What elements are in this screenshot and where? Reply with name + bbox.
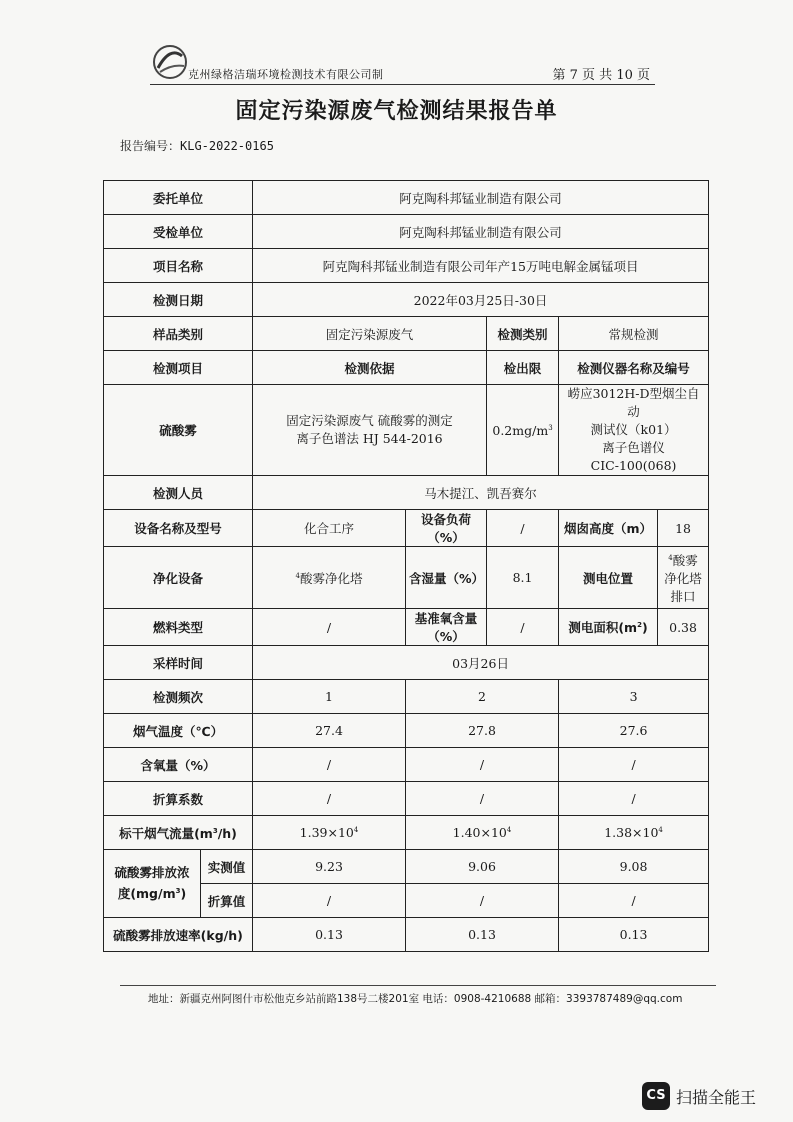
cs-logo-icon: CS	[642, 1082, 670, 1110]
freq-3: 3	[559, 680, 709, 714]
table-row	[104, 476, 709, 510]
flow-text: 1.38×10	[604, 825, 659, 840]
instrument-value	[559, 385, 709, 476]
limit-text: 0.2mg/m	[492, 422, 549, 438]
limit-header: 检出限	[487, 351, 559, 385]
stack-height-label: 烟囱高度（m）	[559, 510, 658, 547]
freq-label: 检测频次	[104, 680, 253, 714]
instrument-line: 崂应3012H-D型烟尘自动	[567, 386, 700, 419]
basis-line: 离子色谱法 HJ 544-2016	[296, 431, 443, 446]
area-label	[559, 609, 658, 646]
instrument-line: CIC-100(068)	[590, 458, 677, 473]
flow-1	[253, 816, 406, 850]
page-title: 固定污染源废气检测结果报告单	[235, 99, 558, 124]
area-value: 0.38	[658, 609, 709, 646]
rate-3: 0.13	[559, 918, 709, 952]
table-row	[104, 317, 709, 351]
table-row	[104, 547, 709, 609]
flow-label-sup: 3	[212, 826, 218, 835]
purify-text: 酸雾净化塔	[299, 570, 363, 586]
equipment-label: 设备名称及型号	[104, 510, 253, 547]
item-value: 硫酸雾	[104, 385, 253, 476]
table-row	[104, 351, 709, 385]
rate-2: 0.13	[406, 918, 559, 952]
table-row	[104, 609, 709, 646]
point-value	[658, 547, 709, 609]
company-name: 克州绿格洁瑞环境检测技术有限公司制	[188, 68, 384, 81]
inspected-value: 阿克陶科邦锰业制造有限公司	[253, 215, 709, 249]
flow-2	[406, 816, 559, 850]
table-row	[104, 680, 709, 714]
report-header	[150, 42, 660, 82]
date-label: 检测日期	[104, 283, 253, 317]
coef-label: 折算系数	[104, 782, 253, 816]
report-number: 报告编号：KLG-2022-0165	[120, 139, 274, 153]
measured-label: 实测值	[201, 850, 253, 884]
oxygen-1: /	[253, 748, 406, 782]
fuel-label: 燃料类型	[104, 609, 253, 646]
table-row	[104, 181, 709, 215]
header-divider	[150, 84, 655, 85]
point-line: 酸雾	[672, 553, 698, 569]
load-label: 设备负荷（%）	[406, 510, 487, 547]
test-type-value: 常规检测	[559, 317, 709, 351]
flow-label	[104, 816, 253, 850]
instrument-line: 离子色谱仪	[602, 440, 665, 455]
project-label: 项目名称	[104, 249, 253, 283]
load-value: /	[487, 510, 559, 547]
rate-1: 0.13	[253, 918, 406, 952]
area-label-text: 测电面积(m	[568, 620, 638, 635]
date-value: 2022年03月25日-30日	[253, 283, 709, 317]
instrument-line: 测试仪（k01）	[590, 422, 677, 437]
area-sup: 2	[637, 620, 642, 629]
table-row	[104, 918, 709, 952]
converted-3: /	[559, 884, 709, 918]
measured-2: 9.06	[406, 850, 559, 884]
temp-2: 27.8	[406, 714, 559, 748]
table-row	[104, 850, 709, 884]
sampling-time-label: 采样时间	[104, 646, 253, 680]
oxygen-label: 含氧量（%）	[104, 748, 253, 782]
test-type-label: 检测类别	[487, 317, 559, 351]
result-table	[103, 180, 709, 952]
table-row	[104, 215, 709, 249]
company-logo-icon	[150, 42, 190, 82]
flow-3	[559, 816, 709, 850]
moisture-value: 8.1	[487, 547, 559, 609]
basis-value	[253, 385, 487, 476]
converted-label: 折算值	[201, 884, 253, 918]
point-sup: 4	[668, 553, 673, 562]
oxy-base-label: 基准氧含量（%）	[406, 609, 487, 646]
purify-value	[253, 547, 406, 609]
purify-label: 净化设备	[104, 547, 253, 609]
purify-sup: 4	[295, 571, 300, 580]
converted-1: /	[253, 884, 406, 918]
flow-sup: 4	[506, 825, 512, 834]
measured-3: 9.08	[559, 850, 709, 884]
page-number: 第 7 页 共 10 页	[552, 68, 650, 83]
flow-label-text: 标干烟气流量(m	[119, 825, 213, 841]
basis-header: 检测依据	[253, 351, 487, 385]
table-row	[104, 510, 709, 547]
flow-sup: 4	[353, 825, 359, 834]
table-row	[104, 646, 709, 680]
coef-1: /	[253, 782, 406, 816]
client-value: 阿克陶科邦锰业制造有限公司	[253, 181, 709, 215]
conc-label-end: )	[180, 886, 187, 902]
coef-2: /	[406, 782, 559, 816]
inspected-label: 受检单位	[104, 215, 253, 249]
item-header: 检测项目	[104, 351, 253, 385]
flow-text: 1.40×10	[452, 825, 507, 840]
flow-label-end: /h)	[217, 825, 237, 841]
point-line: 净化塔	[664, 571, 702, 587]
oxygen-2: /	[406, 748, 559, 782]
temp-label: 烟气温度（℃）	[104, 714, 253, 748]
instrument-header: 检测仪器名称及编号	[559, 351, 709, 385]
sample-type-label: 样品类别	[104, 317, 253, 351]
table-row	[104, 748, 709, 782]
scanner-app-name: 扫描全能王	[676, 1088, 757, 1107]
freq-1: 1	[253, 680, 406, 714]
equipment-value: 化合工序	[253, 510, 406, 547]
point-line: 排口	[670, 589, 696, 605]
oxy-base-value: /	[487, 609, 559, 646]
converted-2: /	[406, 884, 559, 918]
footer-address: 地址：新疆克州阿图什市松他克乡站前路138号二楼201室 电话：0908-4210688 邮箱：3393787489@qq.com	[148, 993, 683, 1005]
table-row	[104, 816, 709, 850]
measured-1: 9.23	[253, 850, 406, 884]
sample-type-value: 固定污染源废气	[253, 317, 487, 351]
fuel-value: /	[253, 609, 406, 646]
oxygen-3: /	[559, 748, 709, 782]
table-row	[104, 385, 709, 476]
coef-3: /	[559, 782, 709, 816]
personnel-value: 马木提江、凯吾赛尔	[253, 476, 709, 510]
temp-1: 27.4	[253, 714, 406, 748]
project-value: 阿克陶科邦锰业制造有限公司年产15万吨电解金属锰项目	[253, 249, 709, 283]
rate-label: 硫酸雾排放速率(kg/h)	[104, 918, 253, 952]
temp-3: 27.6	[559, 714, 709, 748]
point-label: 测电位置	[559, 547, 658, 609]
conc-label	[104, 850, 201, 918]
table-row	[104, 782, 709, 816]
conc-label-line: 度(mg/m	[117, 886, 176, 902]
conc-label-sup: 3	[175, 886, 181, 895]
limit-sup: 3	[548, 423, 553, 432]
basis-line: 固定污染源废气 硫酸雾的测定	[286, 413, 453, 428]
moisture-label: 含湿量（%）	[406, 547, 487, 609]
stack-height-value: 18	[658, 510, 709, 547]
freq-2: 2	[406, 680, 559, 714]
flow-text: 1.39×10	[299, 825, 354, 840]
client-label: 委托单位	[104, 181, 253, 215]
conc-label-line: 硫酸雾排放浓	[114, 864, 190, 880]
personnel-label: 检测人员	[104, 476, 253, 510]
flow-sup: 4	[658, 825, 663, 834]
table-row	[104, 714, 709, 748]
table-row	[104, 249, 709, 283]
table-row	[104, 283, 709, 317]
sampling-time-value: 03月26日	[253, 646, 709, 680]
limit-value	[487, 385, 559, 476]
footer-divider	[120, 985, 716, 986]
area-label-end: )	[641, 620, 648, 635]
